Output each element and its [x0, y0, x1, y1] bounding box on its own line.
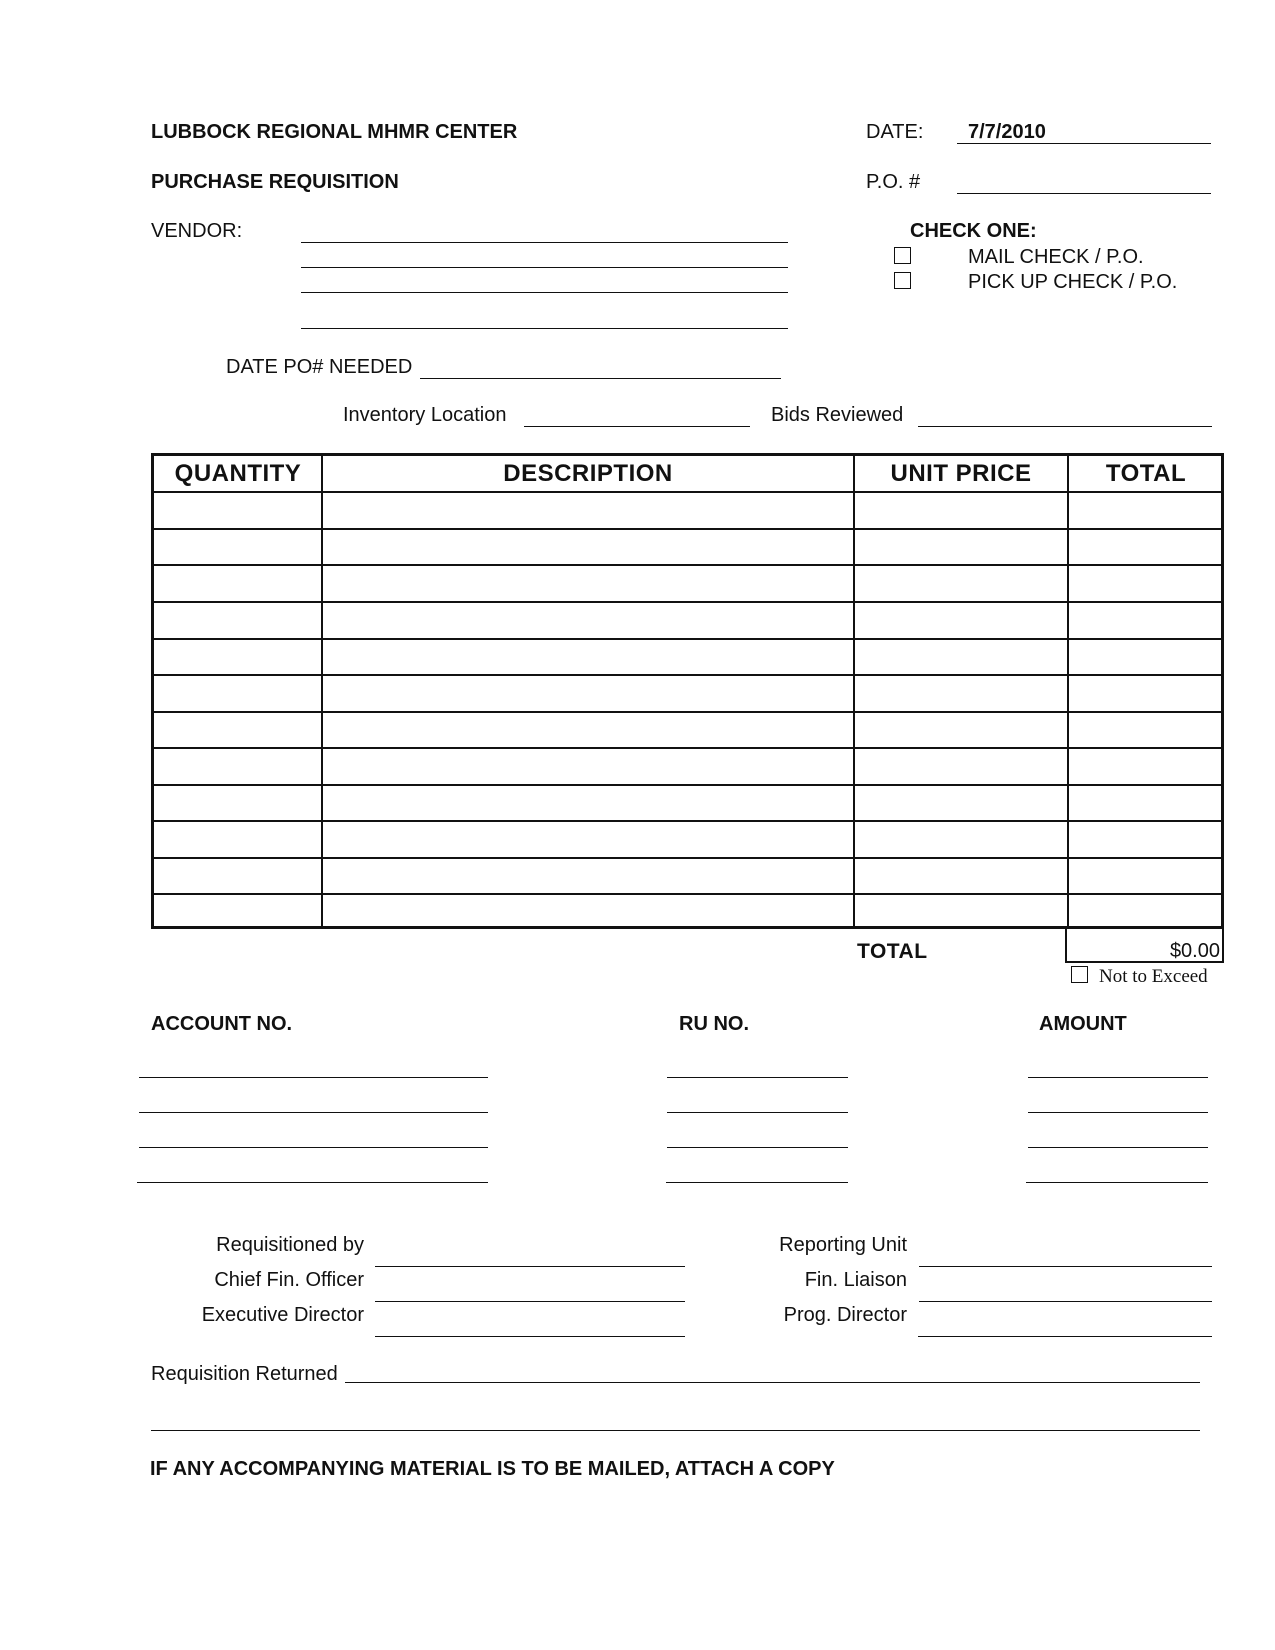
- po-label: P.O. #: [866, 171, 921, 193]
- requisitioned-by-line[interactable]: [375, 1266, 685, 1267]
- vendor-line-4[interactable]: [301, 328, 788, 329]
- prog-director-line[interactable]: [918, 1336, 1212, 1337]
- amount-line[interactable]: [1028, 1112, 1208, 1113]
- vendor-line-3[interactable]: [301, 292, 788, 293]
- mail-check-checkbox[interactable]: [894, 247, 911, 264]
- not-to-exceed-label: Not to Exceed: [1099, 966, 1208, 987]
- table-row[interactable]: [154, 711, 1221, 713]
- date-value: 7/7/2010: [968, 121, 1046, 143]
- requisition-returned-label: Requisition Returned: [151, 1363, 338, 1385]
- account-no-line[interactable]: [139, 1112, 488, 1113]
- date-po-needed-label: DATE PO# NEEDED: [226, 356, 413, 378]
- chief-fin-officer-line[interactable]: [375, 1301, 685, 1302]
- po-number-field-line[interactable]: [957, 193, 1211, 194]
- ru-no-line[interactable]: [667, 1112, 848, 1113]
- amount-line[interactable]: [1028, 1147, 1208, 1148]
- table-row[interactable]: [154, 674, 1221, 676]
- inventory-location-label: Inventory Location: [343, 404, 507, 426]
- fin-liaison-line[interactable]: [919, 1301, 1212, 1302]
- bids-reviewed-label: Bids Reviewed: [771, 404, 904, 426]
- total-label: TOTAL: [857, 940, 928, 963]
- mail-check-label: MAIL CHECK / P.O.: [968, 246, 1144, 268]
- pickup-check-checkbox[interactable]: [894, 272, 911, 289]
- ru-no-line[interactable]: [666, 1182, 848, 1183]
- account-no-line[interactable]: [139, 1147, 488, 1148]
- table-row[interactable]: [154, 564, 1221, 566]
- amount-label: AMOUNT: [1039, 1013, 1127, 1035]
- table-row[interactable]: [154, 784, 1221, 786]
- items-table: [151, 453, 1224, 929]
- column-divider: [321, 456, 323, 926]
- requisition-returned-line[interactable]: [345, 1382, 1200, 1383]
- date-field-line[interactable]: [957, 143, 1211, 144]
- ru-no-line[interactable]: [667, 1147, 848, 1148]
- inventory-location-line[interactable]: [524, 426, 750, 427]
- table-row[interactable]: [154, 638, 1221, 640]
- vendor-line-2[interactable]: [301, 267, 788, 268]
- check-one-title: CHECK ONE:: [910, 220, 1037, 242]
- requisitioned-by-label: Requisitioned by: [216, 1234, 364, 1256]
- date-label: DATE:: [866, 121, 924, 143]
- amount-line[interactable]: [1026, 1182, 1208, 1183]
- vendor-line-1[interactable]: [301, 242, 788, 243]
- prog-director-label: Prog. Director: [783, 1304, 907, 1326]
- header-row-divider: [154, 491, 1221, 493]
- account-no-label: ACCOUNT NO.: [151, 1013, 293, 1035]
- account-no-line[interactable]: [139, 1077, 488, 1078]
- executive-director-label: Executive Director: [201, 1304, 364, 1326]
- executive-director-line[interactable]: [375, 1336, 685, 1337]
- ru-no-line[interactable]: [667, 1077, 848, 1078]
- table-row[interactable]: [154, 747, 1221, 749]
- table-row[interactable]: [154, 893, 1221, 895]
- vendor-label: VENDOR:: [151, 220, 243, 242]
- reporting-unit-label: Reporting Unit: [779, 1234, 907, 1256]
- ru-no-label: RU NO.: [679, 1013, 749, 1035]
- bids-reviewed-line[interactable]: [918, 426, 1212, 427]
- account-no-line[interactable]: [137, 1182, 488, 1183]
- not-to-exceed-checkbox[interactable]: [1071, 966, 1088, 983]
- reporting-unit-line[interactable]: [919, 1266, 1212, 1267]
- column-header-unit-price: UNIT PRICE: [890, 460, 1032, 487]
- table-row[interactable]: [154, 857, 1221, 859]
- column-header-quantity: QUANTITY: [174, 460, 302, 487]
- fin-liaison-label: Fin. Liaison: [804, 1269, 907, 1291]
- column-divider: [1067, 456, 1069, 926]
- chief-fin-officer-label: Chief Fin. Officer: [214, 1269, 364, 1291]
- column-header-description: DESCRIPTION: [503, 460, 673, 487]
- total-value: $0.00: [1169, 940, 1220, 962]
- pickup-check-label: PICK UP CHECK / P.O.: [968, 271, 1178, 293]
- column-divider: [853, 456, 855, 926]
- mailing-notice: IF ANY ACCOMPANYING MATERIAL IS TO BE MAILED, ATTACH A COPY: [150, 1458, 835, 1480]
- requisition-returned-line-2[interactable]: [151, 1430, 1200, 1431]
- table-row[interactable]: [154, 528, 1221, 530]
- table-row[interactable]: [154, 601, 1221, 603]
- date-po-needed-line[interactable]: [420, 378, 781, 379]
- form-title: PURCHASE REQUISITION: [151, 171, 399, 193]
- amount-line[interactable]: [1028, 1077, 1208, 1078]
- table-row[interactable]: [154, 820, 1221, 822]
- column-header-total: TOTAL: [1105, 460, 1187, 487]
- organization-name: LUBBOCK REGIONAL MHMR CENTER: [151, 121, 518, 143]
